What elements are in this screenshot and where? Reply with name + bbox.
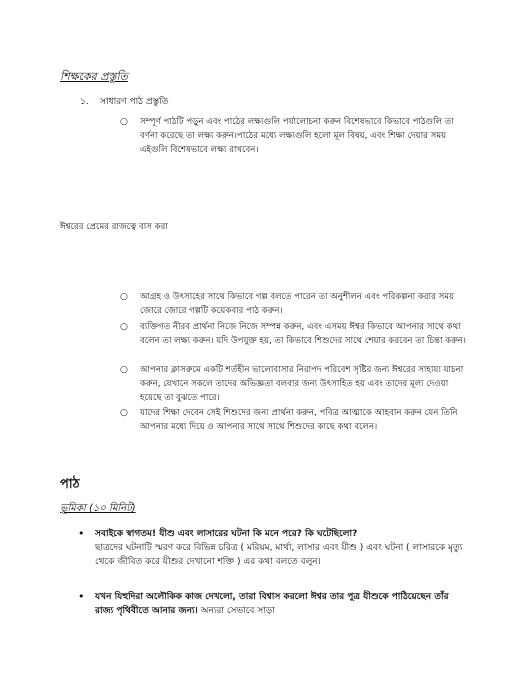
- topic-bullet-4: যাদের শিক্ষা দেবেন সেই শিশুদের জন্য প্রার্থনা করুন, পবিত্র আত্মাকে আহবান করুন যেন তিনি আপনার মধ্যে দিয়ে ও আপনার সাথে সাথে শিশুদের কাছে কথা বলেন।: [140, 408, 458, 432]
- intro-bullet-1-bold: সবাইকে স্বাগতম! যীশু এবং লাসারের ঘটনা কি মনে পরে? কি ঘটেছিলো?: [95, 529, 358, 539]
- circle-bullet-icon: ○: [120, 292, 128, 302]
- intro-bullet-1: [95, 527, 465, 569]
- lesson-heading: পাঠ: [60, 477, 80, 492]
- intro-bullet-2: [95, 590, 465, 618]
- bullet-dot-icon: •: [78, 590, 85, 603]
- intro-heading: ভূমিকা (১০ মিনিট): [60, 503, 136, 514]
- intro-bullet-2-text: অন্যরা সেভাবে সাড়া: [200, 606, 275, 616]
- circle-bullet-icon: ○: [120, 365, 128, 375]
- topic-bullet-3: আপনার ক্লাসরুমে একটি শর্তহীন ভালোবাসার নিরাপদ পরিবেশ সৃষ্টির জন্য ঈশ্বরের সাহায্য যাচনা করুন, যেখানে সকলে তাদের অভিজ্ঞতা বলবার জন্য উৎসাহিত হয় এবং তাদের মূল্য দেওয়া হয়েছে তা বুঝতে পারে।: [140, 365, 464, 403]
- topic-bullet-2: ব্যক্তিগত নীরব প্রার্থনা নিজে নিজে সম্পন্ন করুন, এবং এসময় ঈশ্বর কিভাবে আপনার সাথে কথা বলেন তা লক্ষ্য করুন। যদি উপযুক্ত হয়, তা কিভাবে শিশুদের সাথে শেয়ার করবেন তা চিন্তা করুন।: [140, 322, 466, 346]
- topic-bullet-1: আগ্রহ ও উৎসাহের সাথে কিভাবে গল্প বলতে পারেন তা অনুশীলন এবং পরিকল্পনা করার সময় জোরে জোরে গল্পটি কয়েকবার পাঠ করুন।: [140, 292, 455, 316]
- teacher-prep-heading: শিক্ষকের প্রস্তুতি: [60, 70, 128, 83]
- bullet-dot-icon: •: [78, 527, 85, 540]
- circle-bullet-icon: ○: [120, 408, 128, 418]
- prep-bullet-text: সম্পূর্ণ পাঠটি পড়ুন এবং পাঠের লক্ষ্যগুলি পর্যালোচনা করুন বিশেষভাবে কিভাবে পাঠগুলি তা বর্ণনা করেছে তা লক্ষ্য করুন।পাঠের মধ্যে লক্ষ্যগুলি হলো মূল বিষয়, এবং শিক্ষা দেয়ার সময় এইগুলি বিশেষভাবে লক্ষ্য রাখবেন।: [140, 117, 454, 155]
- topic-line: ঈশ্বরের প্রেমের রাজত্বে বাস করা: [60, 222, 168, 232]
- intro-bullet-1-text: ছাত্রদের ঘটনাটি স্মরণ করে বিভিন্ন চরিত্র ( মরিয়ম, মার্থা, লাসার এবং যীশু ) এবং ঘটনা ( লাসারকে মৃত্যু থেকে জীবিত করে যীশুর দেখানো শক্তি ) এর কথা বলতে বলুন।: [95, 543, 463, 567]
- circle-bullet-icon: ○: [120, 322, 128, 332]
- circle-bullet-icon: ○: [120, 117, 128, 127]
- intro-bullet-2-bold: যখন যিহুদিরা অলৌকিক কাজ দেখলো, তারা বিশ্বাস করলো ঈশ্বর তার পুত্র যীশুকে পাঠিয়েছেন তাঁর রাজ্য পৃথিবীতে আনার জন্য।: [95, 592, 449, 616]
- list-number: ১.: [80, 97, 89, 107]
- list-item-label: সাধারণ পাঠ প্রস্তুতি: [100, 97, 169, 107]
